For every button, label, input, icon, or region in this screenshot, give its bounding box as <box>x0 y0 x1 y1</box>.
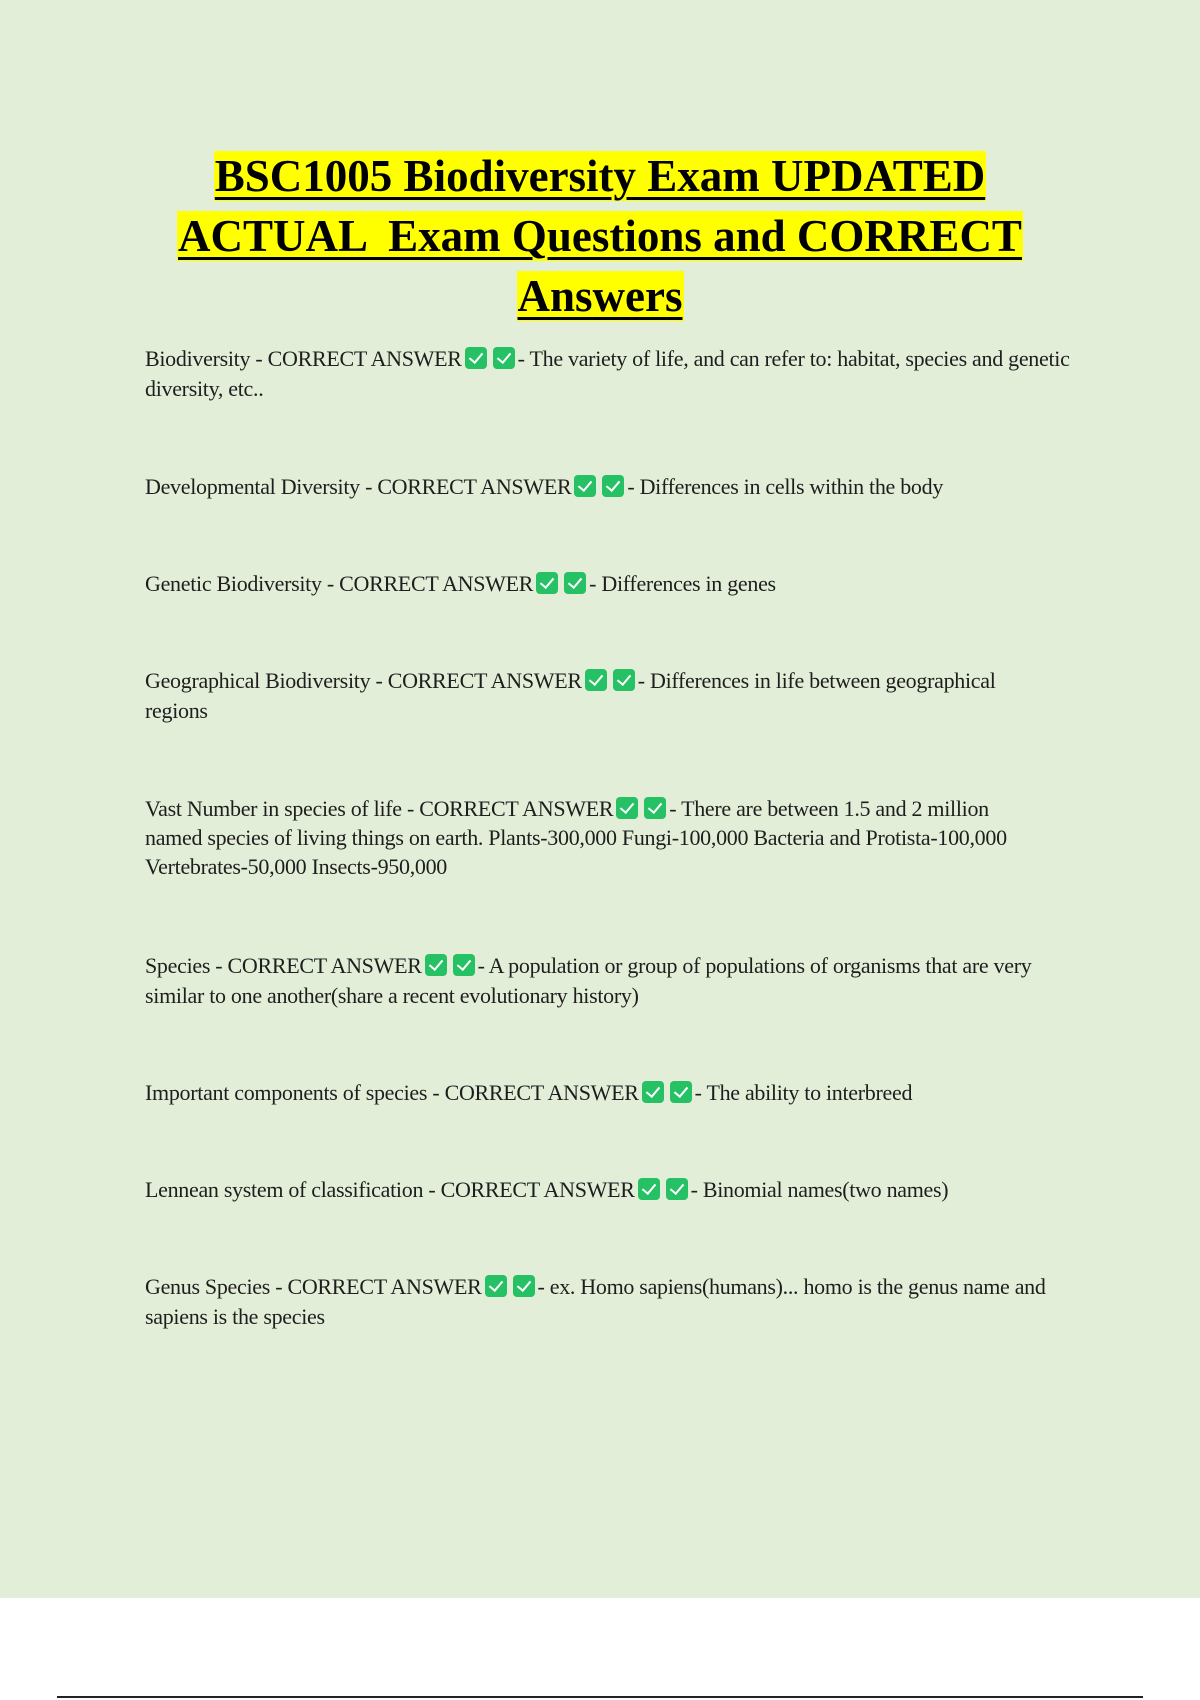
title-line-1: BSC1005 Biodiversity Exam UPDATED <box>214 151 986 201</box>
title-line-3: Answers <box>517 271 683 321</box>
check-mark-icon <box>564 572 586 594</box>
check-mark-icon <box>574 475 596 497</box>
qa-term: Biodiversity <box>145 346 251 371</box>
footer-divider <box>57 1696 1143 1698</box>
qa-item: Genus Species - CORRECT ANSWER - ex. Homo sapiens(humans)... homo is the genus name and sapiens is the species <box>145 1274 1046 1329</box>
answer-marker: CORRECT ANSWER <box>419 796 614 821</box>
answer-marker: CORRECT ANSWER <box>267 346 462 371</box>
check-mark-icon <box>513 1275 535 1297</box>
check-mark-icon <box>485 1275 507 1297</box>
check-mark-icon <box>670 1081 692 1103</box>
check-mark-icon <box>644 797 666 819</box>
qa-definition: - The ability to interbreed <box>694 1080 913 1105</box>
check-mark-icon <box>465 347 487 369</box>
check-mark-icon <box>616 797 638 819</box>
answer-marker: CORRECT ANSWER <box>339 571 534 596</box>
title-line-2: ACTUAL Exam Questions and CORRECT <box>178 211 1022 261</box>
qa-definition: - The variety of life, and can refer to: habitat, species and genetic diversity, etc.. <box>145 346 1070 401</box>
qa-term: Developmental Diversity <box>145 474 360 499</box>
qa-item: Biodiversity - CORRECT ANSWER - The variety of life, and can refer to: habitat, species and genetic diversity, etc.. <box>145 346 1070 401</box>
check-mark-icon <box>585 669 607 691</box>
qa-term: Lennean system of classification <box>145 1177 424 1202</box>
qa-definition: - Differences in cells within the body <box>627 474 944 499</box>
answer-marker: CORRECT ANSWER <box>227 953 422 978</box>
answer-marker: CORRECT ANSWER <box>387 668 582 693</box>
check-mark-icon <box>453 954 475 976</box>
qa-item: Lennean system of classification - CORRECT ANSWER - Binomial names(two names) <box>145 1177 949 1202</box>
answer-marker: CORRECT ANSWER <box>440 1177 635 1202</box>
qa-term: Genetic Biodiversity <box>145 571 322 596</box>
qa-item: Developmental Diversity - CORRECT ANSWER - Differences in cells within the body <box>145 474 944 499</box>
check-mark-icon <box>613 669 635 691</box>
answer-marker: CORRECT ANSWER <box>287 1274 482 1299</box>
qa-item: Important components of species - CORRECT ANSWER - The ability to interbreed <box>145 1080 913 1105</box>
check-mark-icon <box>536 572 558 594</box>
qa-item: Vast Number in species of life - CORRECT ANSWER - There are between 1.5 and 2 million named species of living things on earth. Plants-300,000 Fungi-100,000 Bacteria and Protista-100,000 Vertebrates-50,000 Insects-950,000 <box>145 796 1007 879</box>
check-mark-icon <box>666 1178 688 1200</box>
qa-definition: - There are between 1.5 and 2 million named species of living things on earth. Plants-300,000 Fungi-100,000 Bacteria and Protista-100,000 Vertebrates-50,000 Insects-950,000 <box>145 796 1007 879</box>
qa-item: Geographical Biodiversity - CORRECT ANSWER - Differences in life between geographical regions <box>145 668 996 723</box>
qa-definition: - A population or group of populations of organisms that are very similar to one another(share a recent evolutionary history) <box>145 953 1032 1008</box>
answer-marker: CORRECT ANSWER <box>444 1080 639 1105</box>
qa-item: Species - CORRECT ANSWER - A population or group of populations of organisms that are very similar to one another(share a recent evolutionary history) <box>145 953 1032 1008</box>
qa-definition: - Differences in life between geographical regions <box>145 668 996 723</box>
check-mark-icon <box>602 475 624 497</box>
qa-term: Genus Species <box>145 1274 271 1299</box>
check-mark-icon <box>638 1178 660 1200</box>
check-mark-icon <box>493 347 515 369</box>
qa-term: Vast Number in species of life <box>145 796 402 821</box>
check-mark-icon <box>425 954 447 976</box>
check-mark-icon <box>642 1081 664 1103</box>
qa-term: Species <box>145 953 211 978</box>
qa-item: Genetic Biodiversity - CORRECT ANSWER - Differences in genes <box>145 571 776 596</box>
qa-term: Important components of species <box>145 1080 428 1105</box>
answer-marker: CORRECT ANSWER <box>377 474 572 499</box>
qa-term: Geographical Biodiversity <box>145 668 371 693</box>
qa-definition: - ex. Homo sapiens(humans)... homo is the genus name and sapiens is the species <box>145 1274 1046 1329</box>
document-title <box>100 146 1100 326</box>
qa-definition: - Differences in genes <box>589 571 776 596</box>
qa-definition: - Binomial names(two names) <box>690 1177 949 1202</box>
